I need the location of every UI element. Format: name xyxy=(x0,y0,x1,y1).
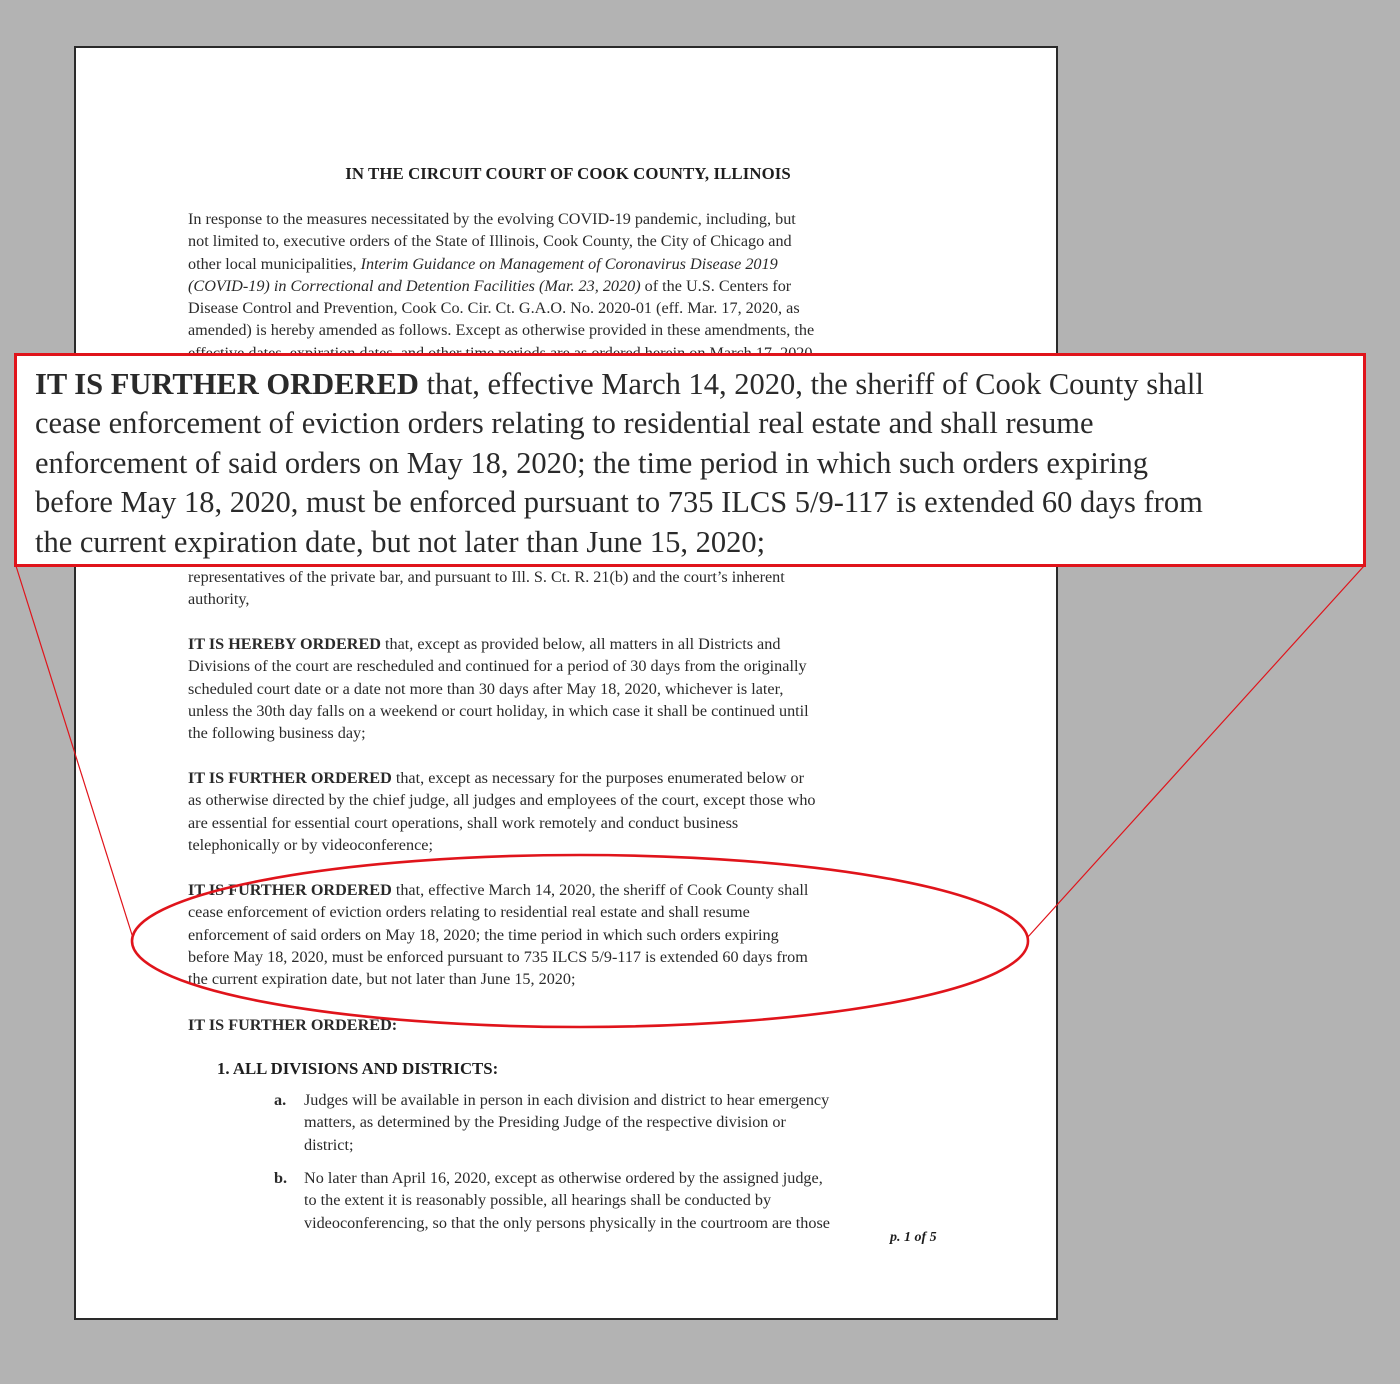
paragraph-line: as otherwise directed by the chief judge, all judges and employees of the court, except those who xyxy=(188,791,816,810)
list-item-line: No later than April 16, 2020, except as otherwise ordered by the assigned judge, xyxy=(304,1169,823,1187)
zoom-line xyxy=(35,365,1204,404)
text-run: amended) is hereby amended as follows. Except as otherwise provided in these amendments, the xyxy=(188,321,815,340)
list-item-line: matters, as determined by the Presiding Judge of the respective division or xyxy=(304,1113,786,1132)
paragraph-line xyxy=(188,879,948,901)
list-item-body xyxy=(304,1089,829,1156)
text-run: not limited to, executive orders of the State of Illinois, Cook County, the City of Chicago and xyxy=(188,232,792,251)
intro-line xyxy=(188,253,948,275)
list-item-letter: b. xyxy=(274,1169,288,1187)
list-item-line: videoconferencing, so that the only persons physically in the courtroom are those xyxy=(304,1213,830,1232)
paragraph-line: the current expiration date, but not later than June 15, 2020; xyxy=(188,970,576,989)
callout-connector-right xyxy=(1027,566,1364,938)
text-run: of the U.S. Centers for xyxy=(640,276,792,295)
order-lead: IT IS FURTHER ORDERED xyxy=(188,881,392,899)
section-heading: 1. ALL DIVISIONS AND DISTRICTS: xyxy=(217,1059,499,1078)
italic-citation: Interim Guidance on Management of Coronavirus Disease 2019 xyxy=(360,254,778,273)
paragraph-line: telephonically or by videoconference; xyxy=(188,835,433,854)
paragraph-line: before May 18, 2020, must be enforced pursuant to 735 ILCS 5/9-117 is extended 60 days from xyxy=(188,947,808,966)
intro-line xyxy=(188,319,948,341)
list-item-line: Judges will be available in person in each division and district to hear emergency xyxy=(304,1091,830,1109)
text-run: that, except as necessary for the purposes enumerated below or xyxy=(391,769,804,787)
paragraph-line: Divisions of the court are rescheduled and continued for a period of 30 days from the originally xyxy=(188,657,807,676)
intro-paragraph xyxy=(188,208,948,364)
zoom-callout xyxy=(14,353,1366,567)
page-number: p. 1 of 5 xyxy=(890,1230,937,1245)
paragraph-line: representatives of the private bar, and pursuant to Ill. S. Ct. R. 21(b) and the court’s inherent xyxy=(188,568,785,586)
paragraph-line: are essential for essential court operations, shall work remotely and conduct business xyxy=(188,813,739,832)
zoom-callout-text xyxy=(35,365,1204,562)
order-paragraph-remote-work xyxy=(188,767,948,856)
list-item-line: to the extent it is reasonably possible, all hearings shall be conducted by xyxy=(304,1191,772,1210)
list-item-line: district; xyxy=(304,1135,354,1154)
list-item-body xyxy=(304,1167,830,1234)
text-run: that, effective March 14, 2020, the sheriff of Cook County shall xyxy=(418,367,1204,401)
paragraph-line: the following business day; xyxy=(188,724,366,743)
intro-line xyxy=(188,297,948,319)
text-run: In response to the measures necessitated by the evolving COVID-19 pandemic, including, but xyxy=(188,210,796,228)
italic-citation: (COVID-19) in Correctional and Detention Facilities (Mar. 23, 2020) xyxy=(188,276,641,295)
intro-line xyxy=(188,275,948,297)
list-item-letter: a. xyxy=(274,1091,287,1109)
text-run: other local municipalities, xyxy=(188,254,361,273)
partial-paragraph xyxy=(188,566,948,611)
order-paragraph-eviction xyxy=(188,879,948,990)
paragraph-line xyxy=(188,767,948,789)
paragraph-line: scheduled court date or a date not more than 30 days after May 18, 2020, whichever is later, xyxy=(188,679,784,698)
paragraph-line xyxy=(188,633,948,655)
zoom-line: before May 18, 2020, must be enforced pursuant to 735 ILCS 5/9-117 is extended 60 days from xyxy=(35,485,1203,520)
order-lead: IT IS FURTHER ORDERED xyxy=(35,367,419,401)
zoom-line: enforcement of said orders on May 18, 2020; the time period in which such orders expiring xyxy=(35,445,1148,480)
closing-order-text: IT IS FURTHER ORDERED: xyxy=(188,1016,398,1034)
court-heading: IN THE CIRCUIT COURT OF COOK COUNTY, ILLINOIS xyxy=(345,164,791,183)
document-page xyxy=(74,46,1058,1320)
intro-line xyxy=(188,208,948,230)
text-run: that, except as provided below, all matters in all Districts and xyxy=(380,635,781,653)
intro-line xyxy=(188,230,948,252)
order-lead: IT IS FURTHER ORDERED xyxy=(188,769,392,787)
closing-order xyxy=(188,1014,948,1036)
order-lead: IT IS HEREBY ORDERED xyxy=(188,635,381,653)
paragraph-line: cease enforcement of eviction orders relating to residential real estate and shall resume xyxy=(188,903,750,922)
text-run: Disease Control and Prevention, Cook Co. Cir. Ct. G.A.O. No. 2020-01 (eff. Mar. 17, 2020, as xyxy=(188,299,800,318)
text-run: that, effective March 14, 2020, the sheriff of Cook County shall xyxy=(391,881,809,899)
zoom-line: cease enforcement of eviction orders relating to residential real estate and shall resume xyxy=(35,406,1094,441)
paragraph-line: enforcement of said orders on May 18, 2020; the time period in which such orders expiring xyxy=(188,925,779,944)
zoom-line: the current expiration date, but not later than June 15, 2020; xyxy=(35,524,766,559)
paragraph-line: unless the 30th day falls on a weekend or court holiday, in which case it shall be continued until xyxy=(188,701,809,720)
order-paragraph-hereby xyxy=(188,633,948,744)
paragraph-line: authority, xyxy=(188,590,250,609)
